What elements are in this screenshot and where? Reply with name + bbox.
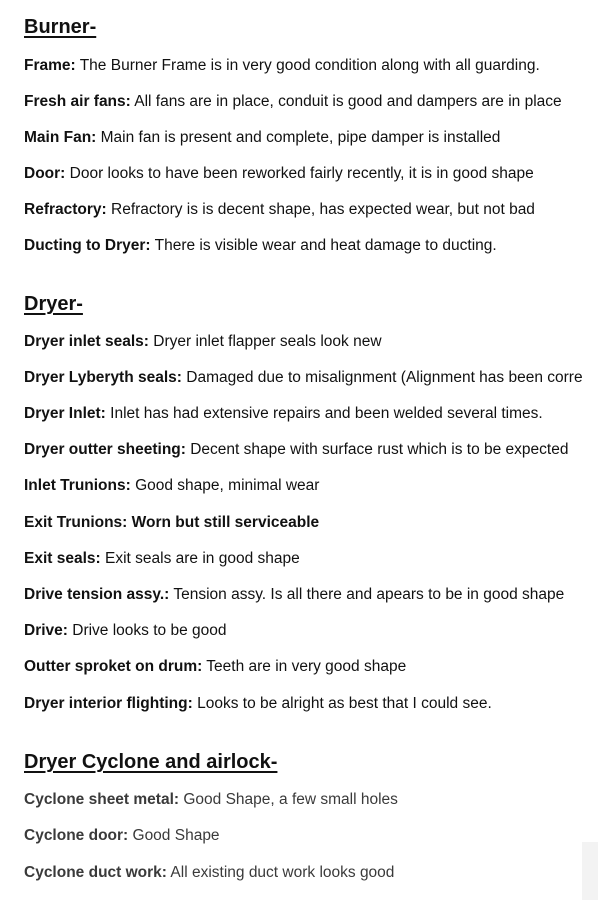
report-line [24, 368, 583, 388]
report-line [24, 476, 319, 496]
report-line [24, 513, 319, 533]
report-line [24, 56, 540, 76]
line-label: Refractory: [24, 201, 107, 218]
line-label: Cyclone duct work: [24, 864, 167, 881]
line-text: Drive looks to be good [67, 622, 227, 639]
report-line [24, 440, 568, 460]
line-text: Refractory is is decent shape, has expected wear, but not bad [106, 201, 535, 218]
report-line [24, 404, 543, 424]
line-text: Teeth are in very good shape [202, 658, 407, 675]
report-line [24, 621, 226, 641]
line-label: Cyclone sheet metal: [24, 791, 180, 808]
line-label: Inlet Trunions: [24, 477, 131, 494]
line-text: Good Shape [128, 827, 220, 844]
line-label: Outter sproket on drum: [24, 658, 203, 675]
line-text: All existing duct work looks good [166, 864, 395, 881]
report-line [24, 657, 406, 677]
line-text: There is visible wear and heat damage to ducting. [150, 237, 497, 254]
line-label: Frame: [24, 57, 76, 74]
line-label: Exit seals: [24, 550, 101, 567]
line-label: Dryer interior flighting: [24, 695, 193, 712]
line-text: Exit seals are in good shape [100, 550, 300, 567]
line-label: Cyclone door: [24, 827, 129, 844]
report-line [24, 164, 534, 184]
line-label: Fresh air fans: [24, 93, 131, 110]
report-line [24, 549, 300, 569]
line-text: Dryer inlet flapper seals look new [148, 333, 382, 350]
line-label: Ducting to Dryer: [24, 237, 151, 254]
report-line [24, 236, 497, 256]
line-text: Main fan is present and complete, pipe damper is installed [96, 129, 501, 146]
line-label: Dryer Lyberyth seals: [24, 369, 182, 386]
line-label: Drive tension assy.: [24, 586, 170, 603]
line-text: Decent shape with surface rust which is to be expected [185, 441, 569, 458]
report-line [24, 694, 492, 714]
line-text: All fans are in place, conduit is good and dampers are in place [130, 93, 562, 110]
line-text: Looks to be alright as best that I could see. [192, 695, 492, 712]
line-label: Main Fan: [24, 129, 97, 146]
line-text: The Burner Frame is in very good condition along with all guarding. [75, 57, 540, 74]
line-label: Drive: [24, 622, 68, 639]
line-label: Dryer Inlet: [24, 405, 106, 422]
report-line [24, 92, 562, 112]
report-line [24, 585, 564, 605]
line-label: Door: [24, 165, 66, 182]
line-label: Dryer outter sheeting: [24, 441, 186, 458]
line-text: Good Shape, a few small holes [179, 791, 398, 808]
line-label: Exit Trunions: Worn but still serviceable [24, 514, 320, 531]
page-edge-shadow [582, 842, 598, 900]
report-line [24, 128, 500, 148]
section-heading-dryer: Dryer- [24, 293, 83, 315]
line-text: Damaged due to misalignment (Alignment has been corre [181, 369, 583, 386]
line-text: Inlet has had extensive repairs and been welded several times. [105, 405, 543, 422]
report-line [24, 863, 394, 883]
report-line [24, 332, 382, 352]
line-text: Door looks to have been reworked fairly recently, it is in good shape [65, 165, 534, 182]
line-label: Dryer inlet seals: [24, 333, 149, 350]
line-text: Tension assy. Is all there and apears to be in good shape [169, 586, 565, 603]
line-text: Good shape, minimal wear [130, 477, 320, 494]
section-heading-dryer-cyclone: Dryer Cyclone and airlock- [24, 751, 278, 773]
report-line [24, 826, 220, 846]
report-line [24, 200, 535, 220]
report-line [24, 790, 398, 810]
section-heading-burner: Burner- [24, 16, 97, 38]
